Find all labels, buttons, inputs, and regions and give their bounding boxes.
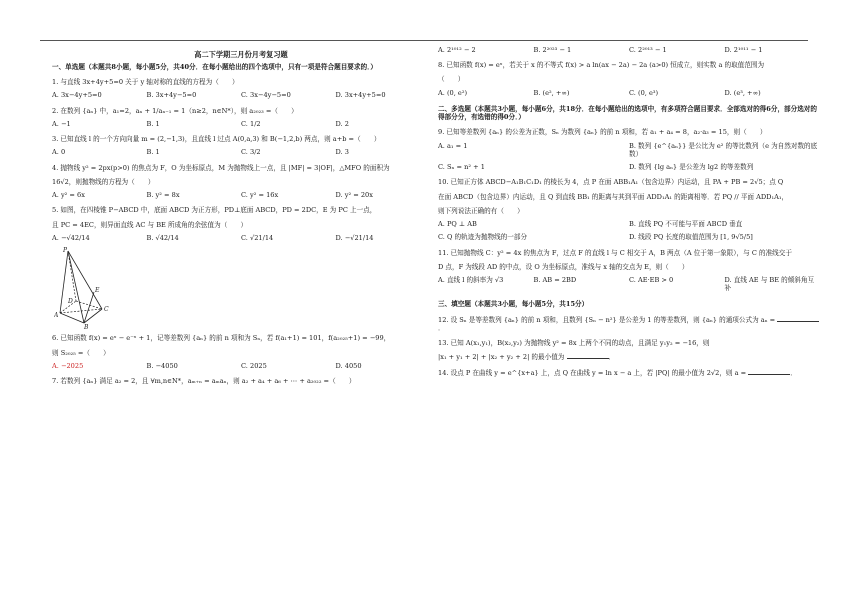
question-10-stem-cont: 在面 ABCD（包含边界）内运动，且 Q 到直线 BB₁ 的距离与其到平面 ADD₁A₁ 的距离相等．若 PQ // 平面 ADD₁A₁， [438,192,789,201]
option-c[interactable]: C. Sₙ = n² + 1 [438,163,485,172]
option-c[interactable]: C. 2²⁰¹³ − 1 [629,46,667,54]
option-d[interactable]: D. 线段 PQ 长度的取值范围为 [1, 9√5/5] [629,233,753,242]
option-b[interactable]: B. −4050 [146,361,178,370]
option-d[interactable]: D. 2 [335,119,349,128]
label-a: A [54,312,59,320]
option-b[interactable]: B. y² = 8x [146,191,180,200]
edge-pa [60,251,68,313]
edge-ab [60,313,84,323]
option-a[interactable]: A. 直线 l 的斜率为 √3 [438,275,504,284]
option-b[interactable]: B. √42/14 [146,233,179,242]
question-12 [438,316,820,332]
question-12-end: ． [438,323,445,332]
option-d[interactable]: D. (e³, +∞) [724,88,761,97]
question-11-stem: 11. 已知抛物线 C：y² = 4x 的焦点为 F，过点 F 的直线 l 与 C 相交于 A，B 两点（A 位于第一象限），与 C 的准线交于 [438,248,792,257]
label-b: B [84,324,89,330]
question-7-options [438,46,820,54]
question-10-options-row2 [438,233,820,241]
answer-blank[interactable] [777,321,819,322]
option-a[interactable]: A. a₁ = 1 [438,141,468,150]
option-d[interactable]: D. 3 [335,148,349,157]
question-10 [438,178,820,241]
question-5-options [52,234,430,242]
question-13-end: ． [608,353,616,362]
option-a[interactable]: A. 2¹⁰¹² − 2 [438,46,476,54]
option-a[interactable]: A. −1 [52,119,71,128]
edge-pc [68,251,102,309]
option-c[interactable]: C. (0, e³) [629,88,659,97]
option-c[interactable]: C. y² = 16x [241,191,279,200]
answer-blank[interactable] [748,374,790,375]
question-14-end: ． [790,368,797,377]
option-a[interactable]: A. 3x−4y+5=0 [52,91,102,100]
question-1 [52,78,430,99]
option-a[interactable]: A. PQ ⊥ AB [438,220,477,229]
question-1-stem: 1. 与直线 3x+4y+5=0 关于 y 轴对称的直线的方程为（ ） [52,78,239,87]
question-10-stem: 10. 已知正方体 ABCD−A₁B₁C₁D₁ 的棱长为 4，点 P 在面 ABB₁A₁（包含边界）内运动，且 PA + PB = 2√5；点 Q [438,178,784,187]
option-a[interactable]: A. y² = 6x [52,191,85,200]
question-4-stem-cont: 16√2，则抛物线的方程为（ ） [52,177,155,186]
question-12-stem: 12. 设 Sₙ 是等差数列 {aₙ} 的前 n 项和，且数列 {Sₙ − n²} 是公差为 1 的等差数列，则 {aₙ} 的通项公式为 aₙ = [438,315,776,324]
question-5 [52,206,430,331]
option-c[interactable]: C. Q 的轨迹为抛物线的一部分 [438,233,528,242]
option-d[interactable]: D. 2¹⁰¹¹ − 1 [724,46,763,54]
option-b[interactable]: B. AB = 2BD [533,275,577,284]
question-9-options-row2 [438,163,820,171]
pyramid-figure [54,245,430,331]
label-c: C [104,306,109,314]
top-rule [40,40,808,41]
question-8 [438,61,820,97]
question-7-stem: 7. 若数列 {aₙ} 满足 a₂ = 2，且 ∀m,n∈N*，aₘ₊ₙ = aₘaₙ，则 a₂ + a₄ + a₆ + ⋯ + a₂₀₂₂ =（ ） [52,376,356,385]
answer-blank[interactable] [567,358,609,359]
question-2 [52,107,430,128]
right-column [438,44,820,377]
section-fill-blank: 三、填空题（本题共3小题，每小题5分，共15分） [438,300,589,309]
option-a[interactable]: A. (0, e²) [438,88,468,97]
question-6-stem: 6. 已知函数 f(x) = eˣ − e⁻ˣ + 1，记等差数列 {aₙ} 的前 n 项和为 Sₙ，若 f(a₁+1) = 101，f(a₂₀₂₅+1) = −99， [52,334,391,343]
option-d[interactable]: D. 直线 AE 与 BE 的倾斜角互补 [724,275,815,293]
option-c[interactable]: C. 3x−4y−5=0 [241,91,291,100]
label-p: P [63,247,68,255]
option-a[interactable]: A. −2025 [52,361,84,370]
question-4-stem: 4. 抛物线 y² = 2px(p>0) 的焦点为 F，O 为坐标原点，M 为抛物线上一点，且 |MF| = 3|OF|，△MFO 的面积为 [52,163,390,172]
option-b[interactable]: B. 1 [146,119,160,128]
question-3 [52,135,430,156]
question-10-options-row1 [438,220,820,228]
option-b[interactable]: B. 2²⁰²³ − 1 [533,46,572,54]
question-2-stem: 2. 在数列 {aₙ} 中，a₁=2，aₙ + 1/aₙ₋₁ = 1（n≥2，n∈N*），则 a₂₀₂₃ =（ ） [52,106,298,115]
question-13 [438,339,820,361]
question-11 [438,249,820,293]
option-b[interactable]: B. 数列 {e^{aₙ}} 是公比为 e² 的等比数列（e 为自然对数的底数） [629,141,818,158]
option-d[interactable]: D. −√21/14 [335,233,374,242]
question-6-options [52,362,430,370]
question-8-paren: （ ） [438,75,465,84]
label-d: D [68,298,73,306]
question-4 [52,164,430,200]
exam-title: 高二下学期三月份月考复习题 [194,50,288,59]
question-3-stem: 3. 已知直线 l 的一个方向向量 m = (2,−1,3)，且直线 l 过点 A(0,a,3) 和 B(−1,2,b) 两点，则 a+b =（ ） [52,135,381,144]
question-10-stem-end: 则下列说法正确的有（ ） [438,206,524,215]
question-9-stem: 9. 已知等差数列 {aₙ} 的公差为正数，Sₙ 为数列 {aₙ} 的前 n 项和，若 a₁ + a₄ = 8，a₂·a₃ = 15，则（ ） [438,128,767,137]
question-4-options [52,191,430,199]
question-7 [52,377,430,385]
option-d[interactable]: D. 4050 [335,361,362,370]
question-5-stem-cont: 且 PC = 4EC，则异面直线 AC 与 BE 所成角的余弦值为（ ） [52,220,248,229]
option-c[interactable]: C. 3/2 [241,148,261,157]
question-9-options-row1 [438,142,820,158]
question-13-expression: |x₁ + y₁ + 2| + |x₂ + y₂ + 2| 的最小值为 [438,353,565,362]
pyramid-diagram [54,245,134,329]
option-d[interactable]: D. 3x+4y+5=0 [335,91,386,100]
question-14 [438,369,820,377]
question-11-stem-cont: D 点，F 为线段 AD 的中点，设 O 为坐标原点，准线与 x 轴的交点为 E，则（ ） [438,262,689,271]
section-single-choice: 一、单选题（本题共8小题，每小题5分，共40分．在每小题给出的四个选项中，只有一项是符合题目要求的．） [52,63,377,71]
question-8-options [438,89,820,97]
option-b[interactable]: B. 直线 PQ 不可能与平面 ABCD 垂直 [629,220,743,229]
option-d[interactable]: D. y² = 20x [335,191,373,200]
option-d[interactable]: D. 数列 {lg aₙ} 是公差为 lg2 的等差数列 [629,163,754,172]
option-a[interactable]: A. −√42/14 [52,233,90,242]
edge-bc [84,309,102,323]
segment-be [84,292,94,323]
option-b[interactable]: B. (e², +∞) [533,88,570,97]
question-5-stem: 5. 如图，在四棱锥 P−ABCD 中，底面 ABCD 为正方形，PD⊥底面 ABCD，PD = 2DC，E 为 PC 上一点， [52,206,377,215]
section-multi-choice: 二、多选题（本题共3小题，每小题6分，共18分．在每小题给出的选项中，有多项符合题目要求．全部选对的得6分，部分选对的得部分分，有选错的得0分．） [438,104,817,122]
question-11-options [438,276,820,292]
option-c[interactable]: C. 1/2 [241,119,261,128]
label-e: E [95,287,100,295]
left-column [52,44,430,385]
edge-pb [68,251,84,323]
option-a[interactable]: A. 0 [52,148,66,157]
question-6 [52,334,430,370]
option-b[interactable]: B. 3x+4y−5=0 [146,91,197,100]
question-6-stem-cont: 则 S₂₀₂₅ =（ ） [52,348,110,357]
option-c[interactable]: C. AE·EB > 0 [629,275,674,284]
option-b[interactable]: B. 1 [146,148,160,157]
question-9 [438,128,820,171]
question-8-stem: 8. 已知函数 f(x) = eˣ，若关于 x 的不等式 f(x) > a ln(ax − 2a) − 2a (a>0) 恒成立，则实数 a 的取值范围为 [438,61,765,70]
option-c[interactable]: C. √21/14 [241,233,274,242]
question-3-options [52,148,430,156]
question-2-options [52,120,430,128]
question-13-stem-cont [438,353,820,361]
question-1-options [52,91,430,99]
question-14-stem: 14. 设点 P 在曲线 y = e^{x+a} 上，点 Q 在曲线 y = ln x − a 上，若 |PQ| 的最小值为 2√2，则 a = [438,368,747,377]
question-13-stem: 13. 已知 A(x₁,y₁)，B(x₂,y₂) 为抛物线 y² = 8x 上两个不同的动点，且满足 y₁y₂ = −16，则 [438,339,710,348]
option-c[interactable]: C. 2025 [241,361,267,370]
